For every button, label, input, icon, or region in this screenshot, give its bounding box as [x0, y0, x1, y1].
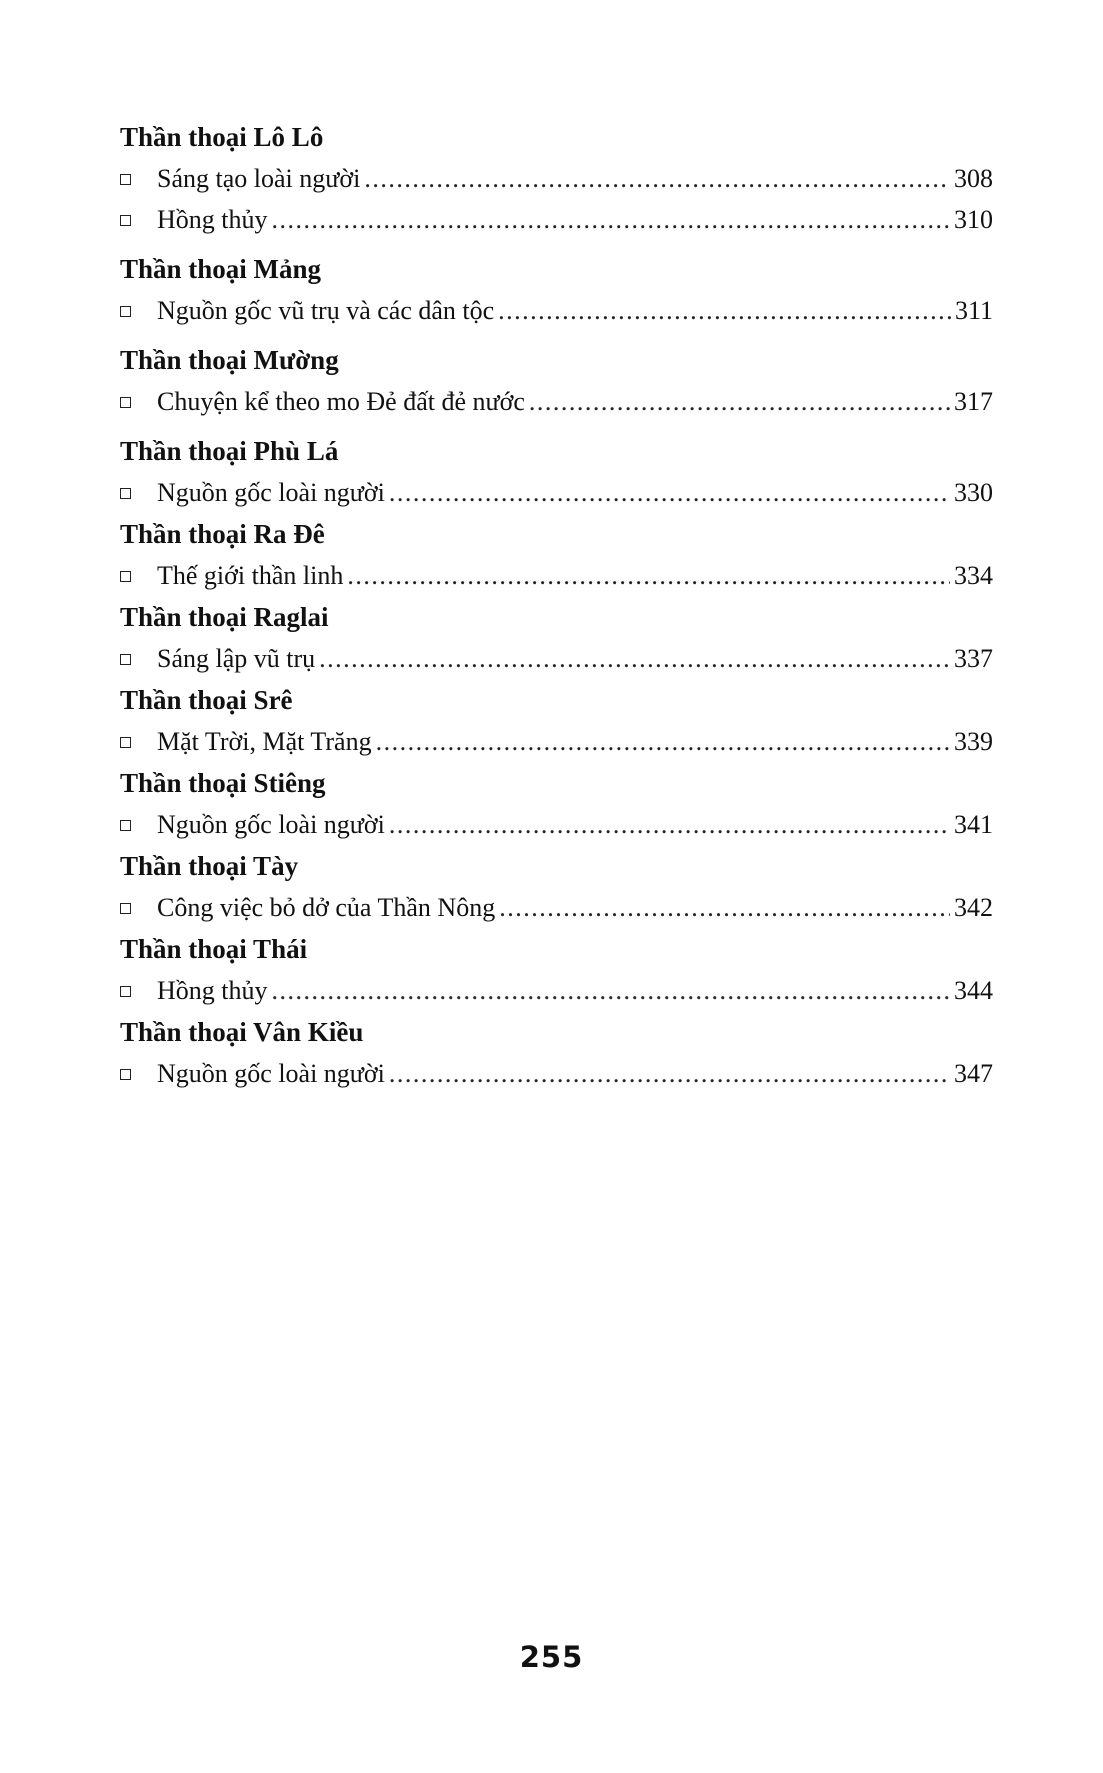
dot-leader [272, 201, 951, 239]
entry-title: Mặt Trời, Mặt Trăng [157, 727, 372, 756]
square-bullet-icon [120, 986, 131, 997]
entry-title: Chuyện kể theo mo Đẻ đất đẻ nước [157, 387, 525, 416]
section-title: Thần thoại Phù Lá [120, 436, 339, 466]
toc-entry[interactable] [120, 723, 993, 764]
entry-title: Nguồn gốc loài người [157, 1059, 385, 1088]
entry-page-number: 310 [954, 205, 993, 234]
entry-title: Hồng thủy [157, 205, 268, 234]
dot-leader [389, 474, 950, 512]
entry-title: Sáng tạo loài người [157, 164, 361, 193]
square-bullet-icon [120, 215, 131, 226]
dot-leader [498, 292, 951, 330]
dot-leader [529, 383, 950, 421]
entry-title: Thế giới thần linh [157, 561, 344, 590]
toc-entry[interactable] [120, 557, 993, 598]
section-title: Thần thoại Stiêng [120, 768, 326, 798]
toc-section [120, 515, 993, 598]
entry-page-number: 334 [954, 561, 993, 590]
toc-entry[interactable] [120, 640, 993, 681]
table-of-contents [120, 118, 993, 1096]
entry-page-number: 337 [954, 644, 993, 673]
dot-leader [389, 1055, 950, 1093]
toc-entry[interactable] [120, 160, 993, 201]
dot-leader [389, 806, 950, 844]
entry-page-number: 342 [954, 893, 993, 922]
dot-leader [319, 640, 950, 678]
toc-section [120, 250, 993, 333]
section-title: Thần thoại Lô Lô [120, 122, 324, 152]
entry-title: Nguồn gốc loài người [157, 810, 385, 839]
section-title: Thần thoại Ra Đê [120, 519, 325, 549]
entry-title: Nguồn gốc loài người [157, 478, 385, 507]
entry-title: Nguồn gốc vũ trụ và các dân tộc [157, 296, 495, 325]
toc-entry[interactable] [120, 1055, 993, 1096]
square-bullet-icon [120, 1069, 131, 1080]
square-bullet-icon [120, 174, 131, 185]
entry-page-number: 344 [954, 976, 993, 1005]
toc-section [120, 118, 993, 242]
square-bullet-icon [120, 488, 131, 499]
square-bullet-icon [120, 903, 131, 914]
entry-page-number: 308 [954, 164, 993, 193]
square-bullet-icon [120, 654, 131, 665]
section-title: Thần thoại Srê [120, 685, 293, 715]
entry-page-number: 317 [954, 387, 993, 416]
square-bullet-icon [120, 306, 131, 317]
dot-leader [499, 889, 950, 927]
toc-section [120, 681, 993, 764]
section-title: Thần thoại Tày [120, 851, 299, 881]
entry-page-number: 339 [954, 727, 993, 756]
toc-entry[interactable] [120, 889, 993, 930]
toc-entry[interactable] [120, 201, 993, 242]
entry-title: Sáng lập vũ trụ [157, 644, 316, 673]
entry-page-number: 347 [954, 1059, 993, 1088]
square-bullet-icon [120, 397, 131, 408]
entry-page-number: 341 [954, 810, 993, 839]
toc-entry[interactable] [120, 383, 993, 424]
entry-title: Hồng thủy [157, 976, 268, 1005]
square-bullet-icon [120, 737, 131, 748]
page-number: 255 [519, 1640, 584, 1674]
toc-section [120, 847, 993, 930]
dot-leader [376, 723, 950, 761]
dot-leader [272, 972, 951, 1010]
section-title: Thần thoại Thái [120, 934, 308, 964]
toc-section [120, 930, 993, 1013]
toc-section [120, 598, 993, 681]
section-title: Thần thoại Raglai [120, 602, 329, 632]
square-bullet-icon [120, 571, 131, 582]
section-title: Thần thoại Mảng [120, 254, 322, 284]
toc-section [120, 432, 993, 515]
dot-leader [347, 557, 950, 595]
section-title: Thần thoại Vân Kiều [120, 1017, 364, 1047]
section-title: Thần thoại Mường [120, 345, 339, 375]
entry-page-number: 311 [954, 296, 993, 325]
dot-leader [364, 160, 950, 198]
entry-title: Công việc bỏ dở của Thần Nông [157, 893, 496, 922]
toc-section [120, 1013, 993, 1096]
square-bullet-icon [120, 820, 131, 831]
toc-entry[interactable] [120, 474, 993, 515]
toc-section [120, 341, 993, 424]
toc-section [120, 764, 993, 847]
toc-entry[interactable] [120, 972, 993, 1013]
toc-entry[interactable] [120, 806, 993, 847]
entry-page-number: 330 [954, 478, 993, 507]
toc-entry[interactable] [120, 292, 993, 333]
